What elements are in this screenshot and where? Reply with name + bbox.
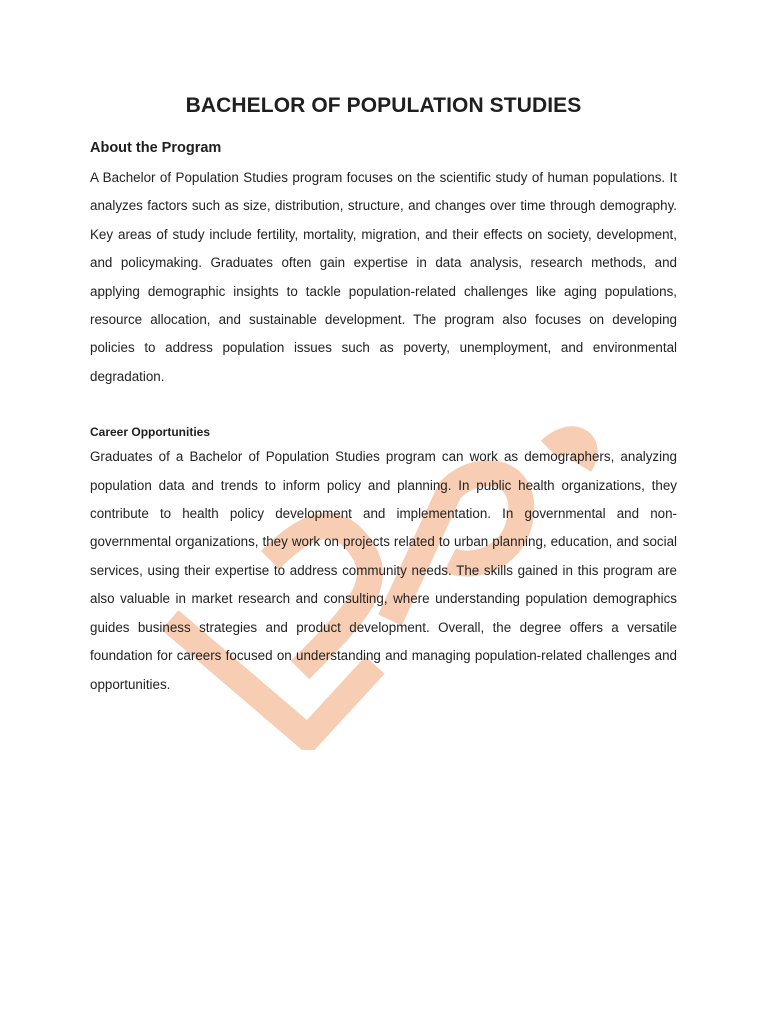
section-spacer (90, 391, 677, 425)
document-content (90, 94, 677, 699)
page-title: BACHELOR OF POPULATION STUDIES (185, 94, 582, 117)
section-heading-about: About the Program (90, 140, 222, 156)
section-heading-career: Career Opportunities (90, 425, 211, 440)
section-body-career: Graduates of a Bachelor of Population Studies program can work as demographers, analyzing population data and trends to inform policy and planning. In public health organizations, they contribute to health policy development and implementation. In governmental and non-governmental organizations, they work on projects related to urban planning, education, and social services, using their expertise to address community needs. The skills gained in this program are also valuable in market research and consulting, where understanding population demographics guides business strategies and product development. Overall, the degree offers a versatile foundation for careers focused on understanding and managing population-related challenges and opportunities. (90, 449, 677, 692)
section-body-about: A Bachelor of Population Studies program focuses on the scientific study of human populations. It analyzes factors such as size, distribution, structure, and changes over time through demography. Key areas of study include fertility, mortality, migration, and their effects on society, development, and policymaking. Graduates often gain expertise in data analysis, research methods, and applying demographic insights to tackle population-related challenges like aging populations, resource allocation, and sustainable development. The program also focuses on developing policies to address population issues such as poverty, unemployment, and environmental degradation. (90, 170, 677, 384)
